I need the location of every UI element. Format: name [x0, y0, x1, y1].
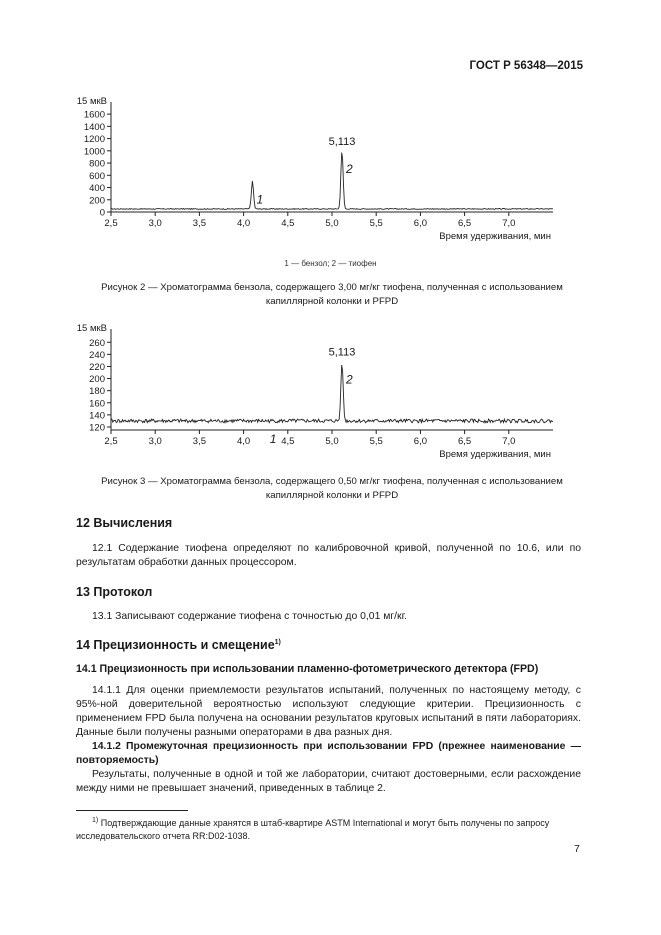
y-tick-label: 200	[89, 195, 105, 207]
x-tick-label: 3,0	[148, 436, 162, 447]
y-tick-label: 1400	[83, 121, 105, 133]
x-tick-label: 3,5	[192, 218, 207, 229]
section-14-title	[76, 638, 281, 652]
x-tick-label: 4,5	[281, 218, 295, 229]
y-tick-label: 800	[89, 158, 105, 170]
y-tick-label: 0	[99, 207, 105, 219]
y-tick-label: 240	[89, 349, 105, 361]
footnote-marker: 1)	[274, 638, 281, 646]
x-tick-label: 2,5	[104, 218, 118, 229]
x-tick-label: 4,0	[236, 218, 251, 229]
y-tick-label: 160	[89, 398, 105, 410]
y-tick-label: 120	[89, 422, 105, 434]
section-13-paragraph: 13.1 Записывают содержание тиофена с точностью до 0,01 мг/кг.	[92, 611, 408, 622]
x-axis-label: Время удерживания, мин	[439, 449, 551, 460]
x-tick-label: 3,0	[148, 218, 162, 229]
figure-3-caption: Рисунок 3 — Хроматограмма бензола, содержащего 0,50 мг/кг тиофена, полученная с использованием капиллярной колонки и PFPD	[101, 476, 563, 501]
x-tick-label: 7,0	[502, 218, 516, 229]
section-13-title: 13 Протокол	[76, 585, 153, 599]
footnote-separator	[76, 810, 188, 811]
y-tick-label: 1000	[83, 146, 105, 158]
section-14-1-1-paragraph: 14.1.1 Для оценки приемлемости результатов испытаний, полученных по настоящему методу, с 95%-ной доверительной вероятностью используют следующие критерии. Прецизионность с применением FPD была получена на основании результатов круговых испытаний в пяти лабораториях. Данные были получены разными операторами в два разных дня.	[76, 685, 581, 738]
peak-label: 1	[269, 431, 277, 446]
peak-retention-time: 5,113	[328, 346, 356, 359]
document-code: ГОСТ Р 56348—2015	[469, 60, 583, 72]
y-tick-label: 1600	[83, 109, 105, 121]
x-tick-label: 4,0	[236, 436, 251, 447]
figure-2-caption: Рисунок 2 — Хроматограмма бензола, содержащего 3,00 мг/кг тиофена, полученная с использованием капиллярной колонки и PFPD	[101, 282, 563, 307]
x-tick-label: 2,5	[104, 436, 118, 447]
section-14-1-title: 14.1 Прецизионность при использовании пламенно-фотометрического детектора (FPD)	[76, 663, 539, 675]
peak-retention-time: 5,113	[328, 135, 356, 148]
figure-2-legend: 1 — бензол; 2 — тиофен	[284, 259, 377, 268]
y-tick-label: 200	[89, 374, 105, 386]
peak-label: 2	[345, 372, 353, 387]
y-tick-label: 400	[89, 183, 105, 195]
y-tick-label: 140	[89, 410, 105, 422]
x-tick-label: 5,5	[369, 436, 383, 447]
section-12-paragraph: 12.1 Содержание тиофена определяют по калибровочной кривой, полученной по 10.6, или по результатам обработки данных процессором.	[76, 543, 581, 568]
footnote	[76, 815, 581, 842]
peak-label: 1	[256, 192, 264, 207]
y-unit-label: 15 мкВ	[76, 96, 107, 107]
section-14-title-text: 14 Прецизионность и смещение	[76, 638, 275, 652]
x-tick-label: 7,0	[502, 436, 516, 447]
signal-trace	[111, 365, 553, 423]
y-tick-label: 1200	[83, 134, 105, 146]
x-tick-label: 5,5	[369, 218, 383, 229]
x-axis-label: Время удерживания, мин	[439, 231, 551, 242]
section-14-1-2-paragraph: Результаты, полученные в одной и той же лаборатории, считают достоверными, если расхождение между ними не превышает значений, приведенных в таблице 2.	[76, 769, 581, 794]
page-number: 7	[574, 843, 580, 855]
y-tick-label: 600	[89, 170, 105, 182]
section-12-title: 12 Вычисления	[76, 516, 173, 530]
x-tick-label: 6,0	[413, 218, 428, 229]
x-tick-label: 3,5	[192, 436, 207, 447]
x-tick-label: 6,0	[413, 436, 428, 447]
x-tick-label: 4,5	[281, 436, 295, 447]
section-14-1-2-title: 14.1.2 Промежуточная прецизионность при использовании FPD (прежнее наименование — повторяемость)	[76, 741, 581, 766]
x-tick-label: 6,5	[457, 436, 472, 447]
footnote-text: Подтверждающие данные хранятся в штаб-квартире ASTM International и могут быть получены по запросу исследовательского отчета RR:D02-1038.	[76, 818, 550, 841]
y-tick-label: 180	[89, 386, 105, 398]
y-tick-label: 260	[89, 337, 105, 349]
x-tick-label: 5,0	[325, 436, 339, 447]
peak-label: 2	[345, 161, 353, 176]
y-tick-label: 220	[89, 361, 105, 373]
footnote-mark: 1)	[92, 817, 99, 824]
x-tick-label: 5,0	[325, 218, 339, 229]
x-tick-label: 6,5	[457, 218, 472, 229]
y-unit-label: 15 мкВ	[76, 323, 107, 334]
